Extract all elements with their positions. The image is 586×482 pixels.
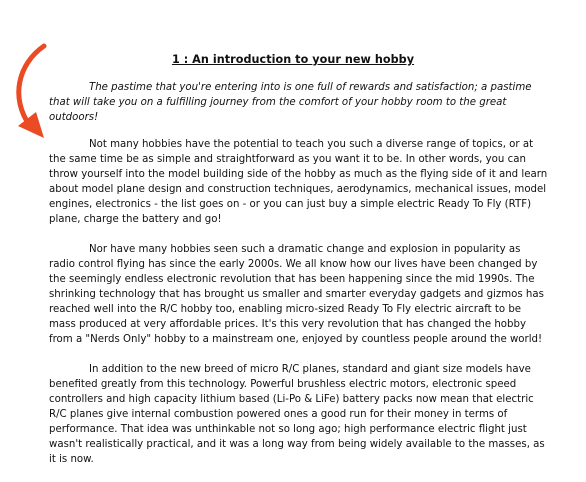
body-paragraph-1: Not many hobbies have the potential to teach you such a diverse range of topics, or at the same time be as simple and straightforward as you want it to be. In other words, you can throw yourself into the model building side of the hobby as much as the flying side of it and learn about model plane design and construction techniques, aerodynamics, mechanical issues, model engines, electronics - the list goes on - or you can just buy a simple electric Ready To Fly (RTF) plane, charge the battery and go! bbox=[49, 139, 548, 225]
page-title: 1 : An introduction to your new hobby bbox=[171, 53, 415, 66]
document-body bbox=[49, 80, 549, 482]
body-paragraph-2: Nor have many hobbies seen such a dramatic change and explosion in popularity as radio control flying has since the early 2000s. We all know how our lives have been changed by the seemingly endless electronic revolution that has been happening since the mid 1990s. The shrinking technology that has brought us smaller and smarter everyday gadgets and gizmos has reached well into the R/C hobby too, enabling micro-sized Ready To Fly electric aircraft to be mass produced at very affordable prices. It's this very revolution that has changed the hobby from a "Nerds Only" hobby to a mainstream one, enjoyed by countless people around the world! bbox=[49, 244, 544, 345]
body-paragraph-3: In addition to the new breed of micro R/C planes, standard and giant size models have benefited greatly from this technology. Powerful brushless electric motors, electronic speed controllers and high capacity lithium based (Li-Po & LiFe) battery packs now mean that electric R/C planes give internal combustion powered ones a good run for their money in terms of performance. That idea was unthinkable not so long ago; high performance electric flight just wasn't realistically practical, and it was a long way from being widely available to the masses, as it is now. bbox=[49, 364, 545, 465]
intro-paragraph: The pastime that you're entering into is one full of rewards and satisfaction; a pastime that will take you on a fulfilling journey from the comfort of your hobby room to the great outdoors! bbox=[49, 82, 532, 123]
